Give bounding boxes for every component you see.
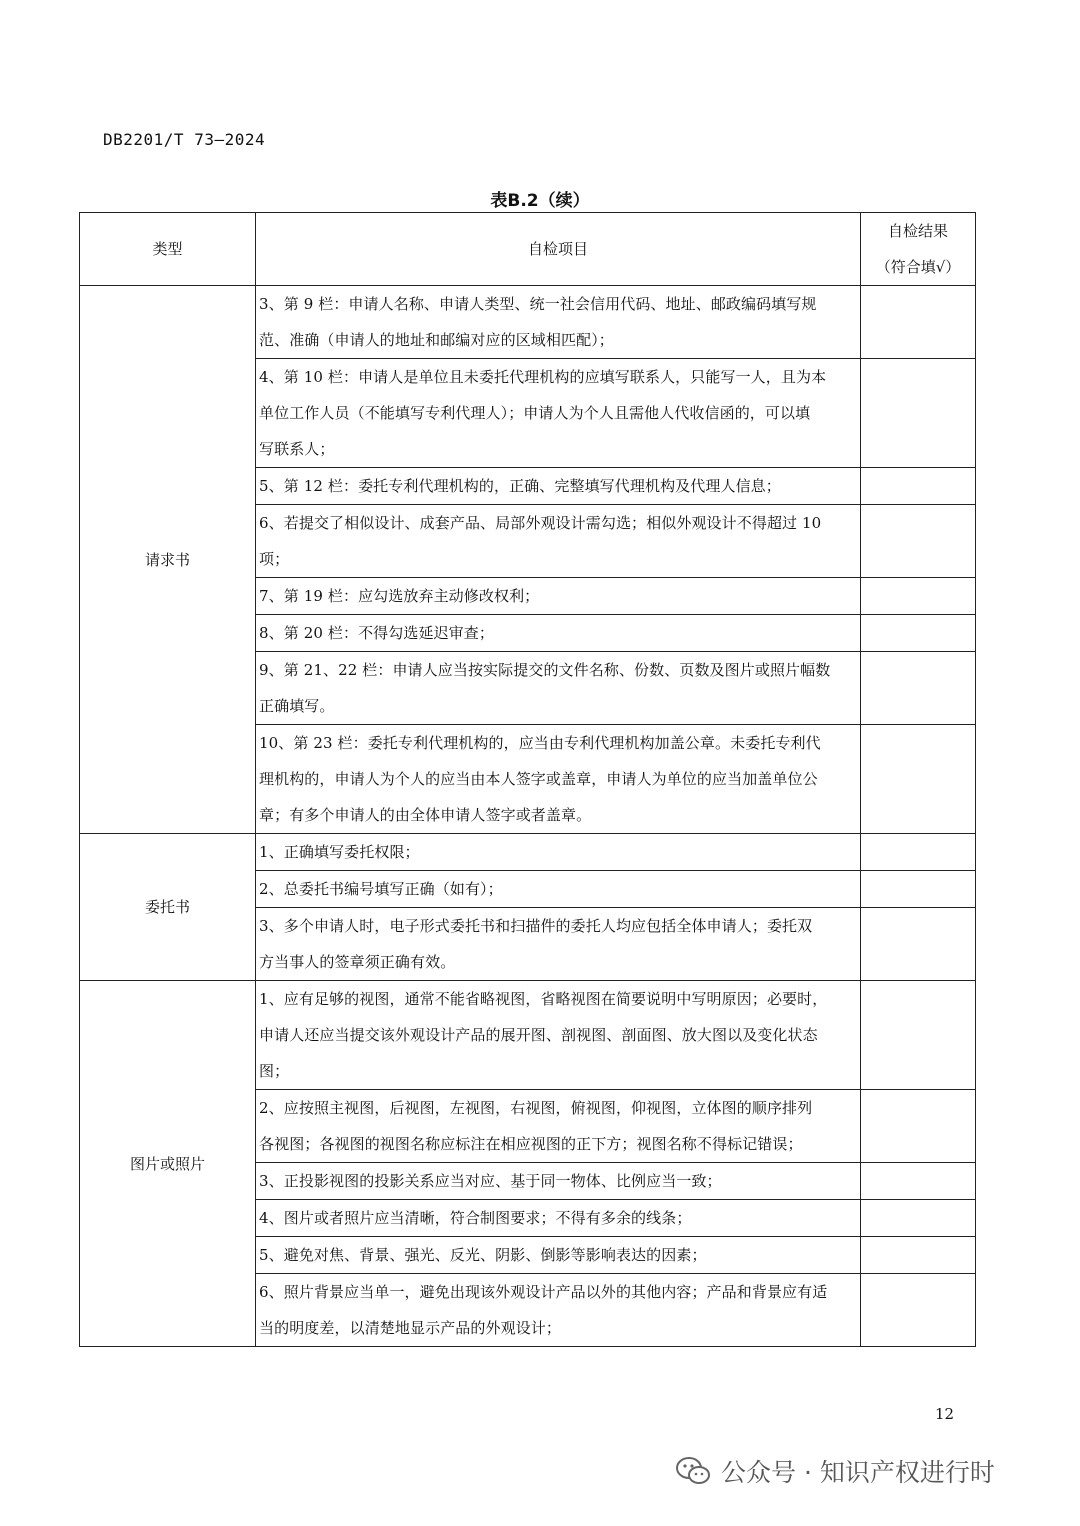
check-item-line: 图； <box>259 1062 290 1080</box>
result-cell <box>861 286 976 359</box>
category-cell: 图片或照片 <box>80 981 256 1347</box>
check-item-line: 10、第 23 栏：委托专利代理机构的，应当由专利代理机构加盖公章。未委托专利代 <box>259 734 821 752</box>
result-cell <box>861 1163 976 1200</box>
header-item: 自检项目 <box>256 213 861 286</box>
result-cell <box>861 1090 976 1163</box>
category-cell: 请求书 <box>80 286 256 834</box>
check-item-line: 正确填写。 <box>259 697 335 715</box>
check-item-line: 5、避免对焦、背景、强光、反光、阴影、倒影等影响表达的因素； <box>259 1246 707 1264</box>
table-row <box>80 286 976 359</box>
check-item-line: 6、照片背景应当单一，避免出现该外观设计产品以外的其他内容；产品和背景应有适 <box>259 1283 828 1301</box>
check-item-line: 范、准确（申请人的地址和邮编对应的区域相匹配）； <box>259 331 614 349</box>
check-item-line: 4、图片或者照片应当清晰，符合制图要求；不得有多余的线条； <box>259 1209 692 1227</box>
result-cell <box>861 505 976 578</box>
check-item-cell <box>256 1163 861 1200</box>
check-item-cell <box>256 359 861 468</box>
table-title: 表B.2（续） <box>490 191 590 211</box>
check-item-cell <box>256 725 861 834</box>
wechat-icon <box>675 1456 711 1486</box>
table-body <box>80 286 976 1347</box>
check-item-line: 2、总委托书编号填写正确（如有）； <box>259 880 503 898</box>
self-check-table <box>79 212 976 1347</box>
result-cell <box>861 578 976 615</box>
header-result-line1: 自检结果 <box>887 222 948 240</box>
check-item-line: 3、正投影视图的投影关系应当对应、基于同一物体、比例应当一致； <box>259 1172 722 1190</box>
check-item-line: 理机构的，申请人为个人的应当由本人签字或盖章，申请人为单位的应当加盖单位公 <box>259 770 818 788</box>
result-cell <box>861 359 976 468</box>
header-result-line2: （符合填√） <box>875 258 961 276</box>
check-item-line: 7、第 19 栏：应勾选放弃主动修改权利； <box>259 587 540 605</box>
check-item-line: 方当事人的签章须正确有效。 <box>259 953 456 971</box>
check-item-cell <box>256 1200 861 1237</box>
check-item-line: 章；有多个申请人的由全体申请人签字或者盖章。 <box>259 806 592 824</box>
table-row <box>80 834 976 871</box>
check-item-cell <box>256 1274 861 1347</box>
document-code: DB2201/T 73—2024 <box>103 130 266 149</box>
page-number: 12 <box>935 1405 955 1423</box>
table-header-row <box>80 213 976 286</box>
check-item-line: 当的明度差，以清楚地显示产品的外观设计； <box>259 1319 562 1337</box>
check-item-cell <box>256 505 861 578</box>
footer-text: 公众号 · 知识产权进行时 <box>721 1458 995 1487</box>
check-item-cell <box>256 908 861 981</box>
check-item-cell <box>256 578 861 615</box>
check-item-line: 4、第 10 栏：申请人是单位且未委托代理机构的应填写联系人，只能写一人，且为本 <box>259 368 827 386</box>
check-item-cell <box>256 834 861 871</box>
check-item-line: 5、第 12 栏：委托专利代理机构的，正确、完整填写代理机构及代理人信息； <box>259 477 781 495</box>
check-item-line: 1、正确填写委托权限； <box>259 843 420 861</box>
result-cell <box>861 834 976 871</box>
footer-watermark <box>675 1453 995 1489</box>
header-result <box>861 213 976 286</box>
result-cell <box>861 1274 976 1347</box>
check-item-cell <box>256 286 861 359</box>
result-cell <box>861 652 976 725</box>
check-item-cell <box>256 1237 861 1274</box>
result-cell <box>861 1237 976 1274</box>
check-item-line: 各视图；各视图的视图名称应标注在相应视图的正下方；视图名称不得标记错误； <box>259 1135 803 1153</box>
check-item-line: 3、第 9 栏：申请人名称、申请人类型、统一社会信用代码、地址、邮政编码填写规 <box>259 295 817 313</box>
check-item-line: 1、应有足够的视图，通常不能省略视图，省略视图在简要说明中写明原因；必要时， <box>259 990 828 1008</box>
check-item-line: 项； <box>259 550 290 568</box>
result-cell <box>861 871 976 908</box>
check-item-line: 9、第 21、22 栏：申请人应当按实际提交的文件名称、份数、页数及图片或照片幅数 <box>259 661 831 679</box>
check-item-cell <box>256 1090 861 1163</box>
check-item-cell <box>256 871 861 908</box>
header-type: 类型 <box>80 213 256 286</box>
check-item-line: 8、第 20 栏：不得勾选延迟审查； <box>259 624 494 642</box>
result-cell <box>861 908 976 981</box>
result-cell <box>861 1200 976 1237</box>
check-item-cell <box>256 615 861 652</box>
check-item-line: 单位工作人员（不能填写专利代理人）；申请人为个人且需他人代收信函的，可以填 <box>259 404 811 422</box>
result-cell <box>861 725 976 834</box>
result-cell <box>861 468 976 505</box>
table-row <box>80 981 976 1090</box>
check-item-line: 写联系人； <box>259 440 335 458</box>
result-cell <box>861 981 976 1090</box>
check-item-line: 6、若提交了相似设计、成套产品、局部外观设计需勾选；相似外观设计不得超过 10 <box>259 514 822 532</box>
check-item-cell <box>256 652 861 725</box>
result-cell <box>861 615 976 652</box>
check-item-line: 3、多个申请人时，电子形式委托书和扫描件的委托人均应包括全体申请人；委托双 <box>259 917 813 935</box>
category-cell: 委托书 <box>80 834 256 981</box>
check-item-cell <box>256 981 861 1090</box>
check-item-cell <box>256 468 861 505</box>
check-item-line: 2、应按照主视图，后视图，左视图，右视图，俯视图，仰视图，立体图的顺序排列 <box>259 1099 813 1117</box>
check-item-line: 申请人还应当提交该外观设计产品的展开图、剖视图、剖面图、放大图以及变化状态 <box>259 1026 818 1044</box>
